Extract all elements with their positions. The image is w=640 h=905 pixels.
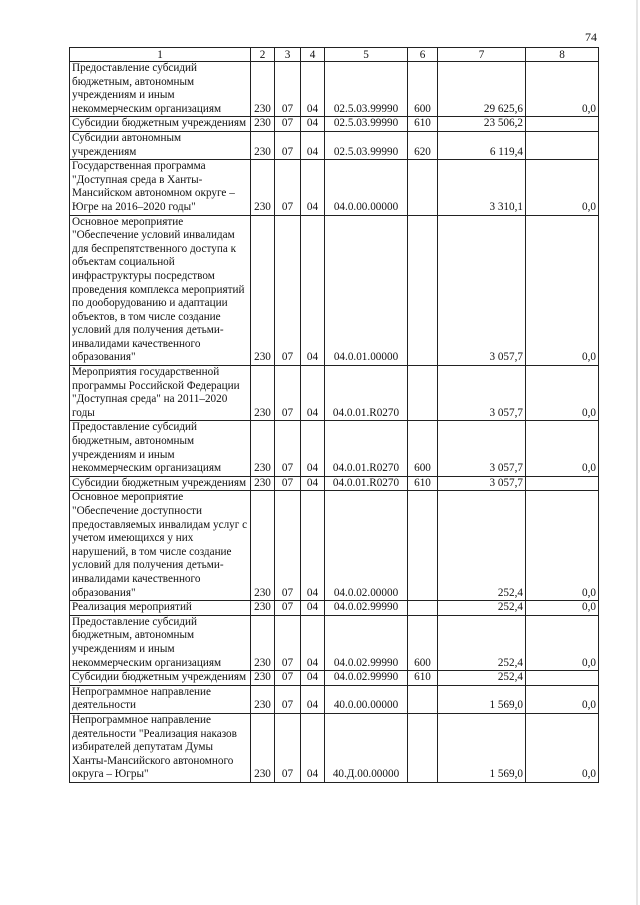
admin-code-cell: 230 (251, 713, 275, 782)
amount-cell: 23 506,2 (438, 117, 526, 132)
row-name-cell: Предоставление субсидий бюджетным, автономным учреждениям и иным некоммерческим организациям (70, 615, 251, 670)
target-article-cell: 40.Д.00.00000 (325, 713, 408, 782)
row-name-cell: Мероприятия государственной программы Российской Федерации "Доступная среда" на 2011–2020 годы (70, 366, 251, 421)
subsection-code-cell: 04 (301, 671, 325, 686)
subsection-code-cell: 04 (301, 491, 325, 601)
target-article-cell: 02.5.03.99990 (325, 131, 408, 159)
row-name-cell: Субсидии бюджетным учреждениям (70, 671, 251, 686)
expense-type-cell: 610 (408, 117, 438, 132)
expense-type-cell (408, 491, 438, 601)
amount-cell: 29 625,6 (438, 62, 526, 117)
section-code-cell: 07 (275, 62, 301, 117)
expense-type-cell (408, 160, 438, 215)
target-article-cell: 02.5.03.99990 (325, 62, 408, 117)
row-name-cell: Государственная программа "Доступная среда в Ханты-Мансийском автономном округе – Югре на 2016–2020 годы" (70, 160, 251, 215)
admin-code-cell: 230 (251, 131, 275, 159)
row-name-cell: Субсидии бюджетным учреждениям (70, 476, 251, 491)
expense-type-cell: 600 (408, 62, 438, 117)
expense-type-cell: 600 (408, 421, 438, 476)
section-code-cell: 07 (275, 476, 301, 491)
row-name-cell: Субсидии автономным учреждениям (70, 131, 251, 159)
section-code-cell: 07 (275, 160, 301, 215)
target-article-cell: 02.5.03.99990 (325, 117, 408, 132)
subsection-code-cell: 04 (301, 601, 325, 616)
table-row (70, 713, 599, 782)
header-cell: 7 (438, 48, 526, 62)
extra-amount-cell (526, 131, 599, 159)
extra-amount-cell: 0,0 (526, 366, 599, 421)
section-code-cell: 07 (275, 366, 301, 421)
expense-type-cell: 610 (408, 671, 438, 686)
subsection-code-cell: 04 (301, 713, 325, 782)
row-name-cell: Непрограммное направление деятельности "Реализация наказов избирателей депутатам Думы Ханты-Мансийского автономного округа – Югры" (70, 713, 251, 782)
admin-code-cell: 230 (251, 671, 275, 686)
expense-type-cell (408, 215, 438, 366)
amount-cell: 252,4 (438, 671, 526, 686)
amount-cell: 3 057,7 (438, 421, 526, 476)
subsection-code-cell: 04 (301, 131, 325, 159)
table-row (70, 131, 599, 159)
target-article-cell: 04.0.00.00000 (325, 160, 408, 215)
amount-cell: 1 569,0 (438, 713, 526, 782)
header-cell: 5 (325, 48, 408, 62)
table-row (70, 62, 599, 117)
subsection-code-cell: 04 (301, 421, 325, 476)
header-cell: 1 (70, 48, 251, 62)
extra-amount-cell: 0,0 (526, 601, 599, 616)
expense-type-cell: 620 (408, 131, 438, 159)
extra-amount-cell: 0,0 (526, 615, 599, 670)
table-row (70, 476, 599, 491)
amount-cell: 252,4 (438, 491, 526, 601)
table-row (70, 215, 599, 366)
target-article-cell: 04.0.02.00000 (325, 491, 408, 601)
amount-cell: 3 057,7 (438, 366, 526, 421)
target-article-cell: 04.0.02.99990 (325, 671, 408, 686)
extra-amount-cell (526, 671, 599, 686)
target-article-cell: 04.0.02.99990 (325, 615, 408, 670)
section-code-cell: 07 (275, 215, 301, 366)
extra-amount-cell (526, 476, 599, 491)
expense-type-cell (408, 685, 438, 713)
admin-code-cell: 230 (251, 366, 275, 421)
row-name-cell: Предоставление субсидий бюджетным, автономным учреждениям и иным некоммерческим организациям (70, 421, 251, 476)
header-cell: 8 (526, 48, 599, 62)
section-code-cell: 07 (275, 615, 301, 670)
expense-type-cell (408, 713, 438, 782)
budget-table (69, 47, 599, 783)
subsection-code-cell: 04 (301, 685, 325, 713)
amount-cell: 6 119,4 (438, 131, 526, 159)
section-code-cell: 07 (275, 491, 301, 601)
section-code-cell: 07 (275, 713, 301, 782)
page-number: 74 (585, 30, 597, 44)
amount-cell: 252,4 (438, 601, 526, 616)
table-row (70, 685, 599, 713)
subsection-code-cell: 04 (301, 366, 325, 421)
subsection-code-cell: 04 (301, 215, 325, 366)
admin-code-cell: 230 (251, 62, 275, 117)
admin-code-cell: 230 (251, 215, 275, 366)
subsection-code-cell: 04 (301, 615, 325, 670)
target-article-cell: 04.0.02.99990 (325, 601, 408, 616)
admin-code-cell: 230 (251, 421, 275, 476)
header-cell: 4 (301, 48, 325, 62)
header-cell: 2 (251, 48, 275, 62)
target-article-cell: 04.0.01.00000 (325, 215, 408, 366)
extra-amount-cell: 0,0 (526, 62, 599, 117)
table-body (70, 62, 599, 783)
table-row (70, 601, 599, 616)
admin-code-cell: 230 (251, 491, 275, 601)
row-name-cell: Основное мероприятие "Обеспечение условий инвалидам для беспрепятственного доступа к объектам социальной инфраструктуры посредством проведения комплекса мероприятий по дооборудованию и адаптации объектов, в том числе создание условий для получения детьми-инвалидами качественного образования" (70, 215, 251, 366)
subsection-code-cell: 04 (301, 62, 325, 117)
row-name-cell: Субсидии бюджетным учреждениям (70, 117, 251, 132)
target-article-cell: 40.0.00.00000 (325, 685, 408, 713)
admin-code-cell: 230 (251, 476, 275, 491)
table-row (70, 491, 599, 601)
header-cell: 6 (408, 48, 438, 62)
amount-cell: 3 310,1 (438, 160, 526, 215)
row-name-cell: Основное мероприятие "Обеспечение доступности предоставляемых инвалидам услуг с учетом имеющихся у них нарушений, в том числе создание условий для получения детьми-инвалидами качественного образования" (70, 491, 251, 601)
table-row (70, 117, 599, 132)
header-cell: 3 (275, 48, 301, 62)
target-article-cell: 04.0.01.R0270 (325, 421, 408, 476)
subsection-code-cell: 04 (301, 476, 325, 491)
section-code-cell: 07 (275, 117, 301, 132)
table-row (70, 671, 599, 686)
extra-amount-cell: 0,0 (526, 713, 599, 782)
scan-edge (636, 0, 638, 905)
admin-code-cell: 230 (251, 601, 275, 616)
admin-code-cell: 230 (251, 685, 275, 713)
header-row (70, 48, 599, 62)
expense-type-cell: 610 (408, 476, 438, 491)
section-code-cell: 07 (275, 685, 301, 713)
row-name-cell: Реализация мероприятий (70, 601, 251, 616)
extra-amount-cell: 0,0 (526, 685, 599, 713)
target-article-cell: 04.0.01.R0270 (325, 476, 408, 491)
extra-amount-cell: 0,0 (526, 491, 599, 601)
extra-amount-cell (526, 117, 599, 132)
amount-cell: 3 057,7 (438, 215, 526, 366)
expense-type-cell: 600 (408, 615, 438, 670)
section-code-cell: 07 (275, 421, 301, 476)
section-code-cell: 07 (275, 671, 301, 686)
table-row (70, 160, 599, 215)
amount-cell: 3 057,7 (438, 476, 526, 491)
section-code-cell: 07 (275, 601, 301, 616)
target-article-cell: 04.0.01.R0270 (325, 366, 408, 421)
row-name-cell: Предоставление субсидий бюджетным, автономным учреждениям и иным некоммерческим организациям (70, 62, 251, 117)
table-row (70, 421, 599, 476)
admin-code-cell: 230 (251, 117, 275, 132)
expense-type-cell (408, 366, 438, 421)
subsection-code-cell: 04 (301, 160, 325, 215)
extra-amount-cell: 0,0 (526, 215, 599, 366)
admin-code-cell: 230 (251, 615, 275, 670)
amount-cell: 252,4 (438, 615, 526, 670)
section-code-cell: 07 (275, 131, 301, 159)
table-row (70, 615, 599, 670)
amount-cell: 1 569,0 (438, 685, 526, 713)
subsection-code-cell: 04 (301, 117, 325, 132)
expense-type-cell (408, 601, 438, 616)
row-name-cell: Непрограммное направление деятельности (70, 685, 251, 713)
table-row (70, 366, 599, 421)
extra-amount-cell: 0,0 (526, 160, 599, 215)
extra-amount-cell: 0,0 (526, 421, 599, 476)
admin-code-cell: 230 (251, 160, 275, 215)
